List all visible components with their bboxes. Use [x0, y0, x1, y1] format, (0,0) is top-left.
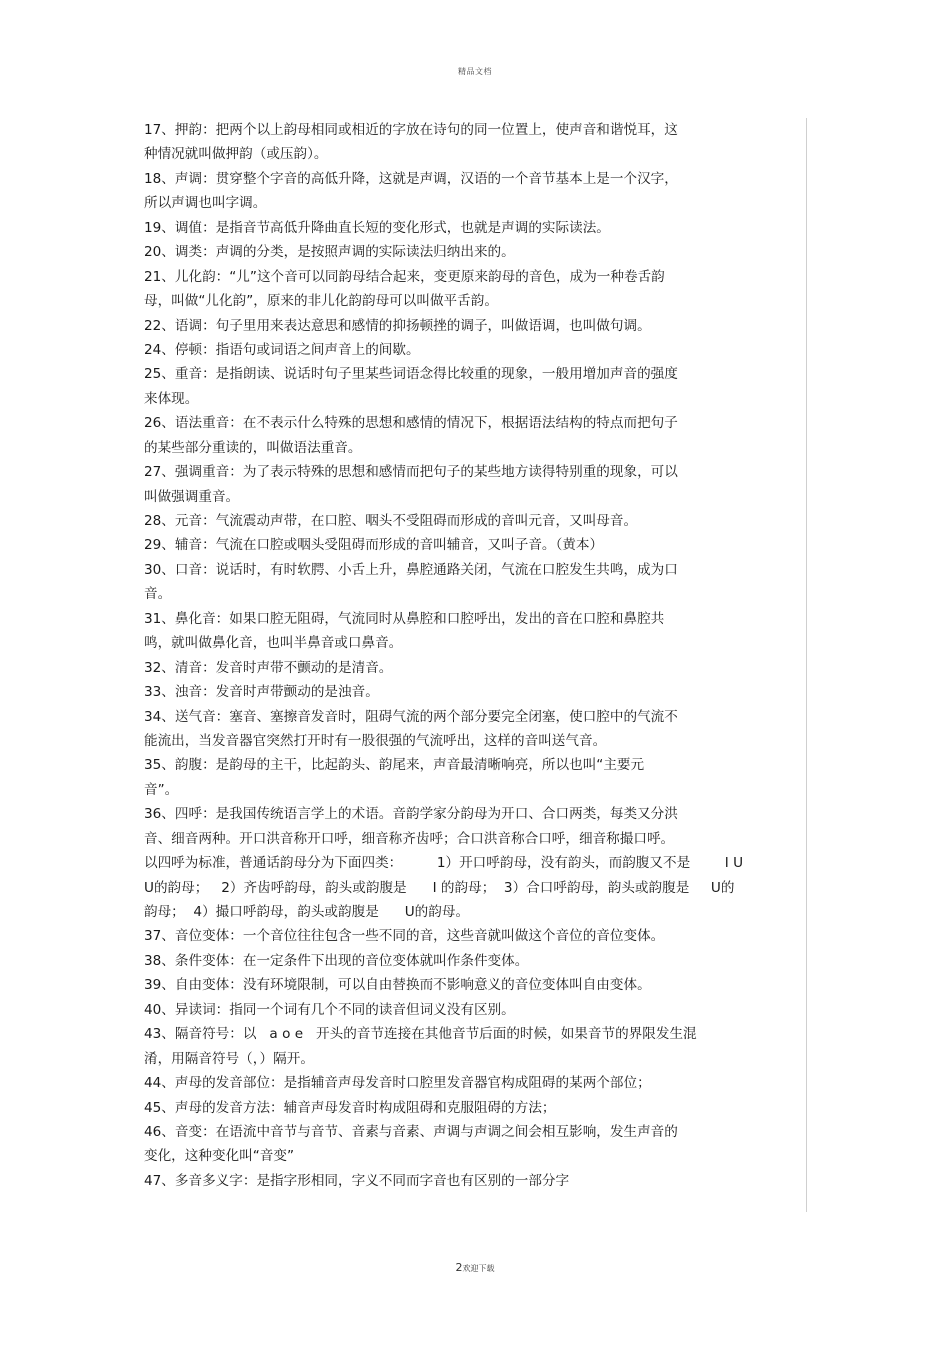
- text-line: 韵母； 4）撮口呼韵母，韵头或韵腹是 U的韵母。: [144, 904, 470, 920]
- text-line: 34、送气音：塞音、塞擦音发音时，阻碍气流的两个部分要完全闭塞，使口腔中的气流不: [144, 708, 678, 725]
- document-body: [144, 118, 804, 1193]
- text-line: 19、调值：是指音节高低升降曲直长短的变化形式，也就是声调的实际读法。: [144, 219, 610, 236]
- text-line: 24、停顿：指语句或词语之间声音上的间歇。: [144, 341, 420, 358]
- text-line: 46、音变：在语流中音节与音节、音素与音素、声调与声调之间会相互影响，发生声音的: [144, 1123, 678, 1140]
- text-line: 28、元音：气流震动声带，在口腔、咽头不受阻碍而形成的音叫元音，又叫母音。: [144, 513, 638, 529]
- text-line: 17、押韵：把两个以上韵母相同或相近的字放在诗句的同一位置上，使声音和谐悦耳，这: [144, 122, 678, 138]
- footer-text: 欢迎下载: [462, 1264, 495, 1273]
- text-line: 26、语法重音：在不表示什么特殊的思想和感情的情况下，根据语法结构的特点而把句子: [144, 415, 678, 432]
- text-line: 27、强调重音：为了表示特殊的思想和感情而把句子的某些地方读得特别重的现象，可以: [144, 464, 678, 481]
- text-line: 31、鼻化音：如果口腔无阻碍，气流同时从鼻腔和口腔呼出，发出的音在口腔和鼻腔共: [144, 610, 665, 627]
- text-line: 44、声母的发音部位：是指辅音声母发音时口腔里发音器官构成阻碍的某两个部位；: [144, 1075, 651, 1092]
- text-line: 36、四呼：是我国传统语言学上的术语。音韵学家分韵母为开口、合口两类，每类又分洪: [144, 806, 678, 823]
- text-line: 29、辅音：气流在口腔或咽头受阻碍而形成的音叫辅音，又叫子音。（黄本）: [144, 537, 604, 554]
- text-line: 音。: [144, 586, 172, 603]
- text-line: 45、声母的发音方法：辅音声母发音时构成阻碍和克服阻碍的方法；: [144, 1099, 556, 1116]
- page-number: 2: [455, 1261, 463, 1274]
- text-line: 所以声调也叫字调。: [144, 195, 267, 212]
- text-line: 21、儿化韵：“儿”这个音可以同韵母结合起来，变更原来韵母的音色，成为一种卷舌韵: [144, 268, 665, 285]
- right-margin-rule: [806, 118, 807, 1212]
- text-line: 40、异读词：指同一个词有几个不同的读音但词义没有区别。: [144, 1001, 515, 1018]
- text-line: 种情况就叫做押韵（或压韵）。: [144, 146, 328, 163]
- text-line: 能流出，当发音器官突然打开时有一股很强的气流呼出，这样的音叫送气音。: [144, 732, 607, 749]
- text-line: 25、重音：是指朗读、说话时句子里某些词语念得比较重的现象，一般用增加声音的强度: [144, 366, 678, 383]
- text-line: 35、韵腹：是韵母的主干，比起韵头、韵尾来，声音最清晰响亮，所以也叫“主要元: [144, 757, 645, 774]
- text-line: 淆，用隔音符号（，）隔开。: [144, 1050, 314, 1067]
- page-footer: [0, 1261, 950, 1274]
- text-line: 18、声调：贯穿整个字音的高低升降，这就是声调，汉语的一个音节基本上是一个汉字，: [144, 170, 678, 187]
- text-line: 32、清音：发音时声带不颤动的是清音。: [144, 659, 393, 676]
- text-line: 30、口音：说话时，有时软腭、小舌上升，鼻腔通路关闭，气流在口腔发生共鸣，成为口: [144, 561, 678, 578]
- text-line: 33、浊音：发音时声带颤动的是浊音。: [144, 684, 379, 701]
- text-line: 37、音位变体：一个音位往往包含一些不同的音，这些音就叫做这个音位的音位变体。: [144, 928, 665, 945]
- text-line: 的某些部分重读的，叫做语法重音。: [144, 439, 362, 456]
- text-line: 39、自由变体：没有环境限制，可以自由替换而不影响意义的音位变体叫自由变体。: [144, 977, 651, 994]
- text-line: 38、条件变体：在一定条件下出现的音位变体就叫作条件变体。: [144, 952, 529, 969]
- text-line: 22、语调：句子里用来表达意思和感情的抑扬顿挫的调子，叫做语调，也叫做句调。: [144, 317, 651, 334]
- text-line: 母，叫做“儿化韵”，原来的非儿化韵韵母可以叫做平舌韵。: [144, 293, 498, 310]
- text-line: U的韵母； 2）齐齿呼韵母，韵头或韵腹是 I 的韵母； 3）合口呼韵母，韵头或韵腹是 U的: [144, 879, 735, 896]
- text-line: 音、细音两种。开口洪音称开口呼，细音称齐齿呼；合口洪音称合口呼，细音称撮口呼。: [144, 830, 675, 847]
- text-line: 47、多音多义字：是指字形相同，字义不同而字音也有区别的一部分字: [144, 1172, 570, 1189]
- text-line: 变化，这种变化叫“音变”: [144, 1148, 295, 1165]
- text-line: 叫做强调重音。: [144, 488, 240, 505]
- text-line: 音”。: [144, 781, 179, 798]
- page-header: 精品文档: [458, 67, 492, 76]
- text-line: 鸣，就叫做鼻化音，也叫半鼻音或口鼻音。: [144, 635, 403, 652]
- text-line: 20、调类：声调的分类，是按照声调的实际读法归纳出来的。: [144, 244, 515, 261]
- text-line: 以四呼为标准，普通话韵母分为下面四类： 1）开口呼韵母，没有韵头，而韵腹又不是 I U: [144, 855, 744, 872]
- text-line: 43、隔音符号：以 a o e 开头的音节连接在其他音节后面的时候，如果音节的界限发生混: [144, 1026, 697, 1043]
- text-line: 来体现。: [144, 390, 199, 407]
